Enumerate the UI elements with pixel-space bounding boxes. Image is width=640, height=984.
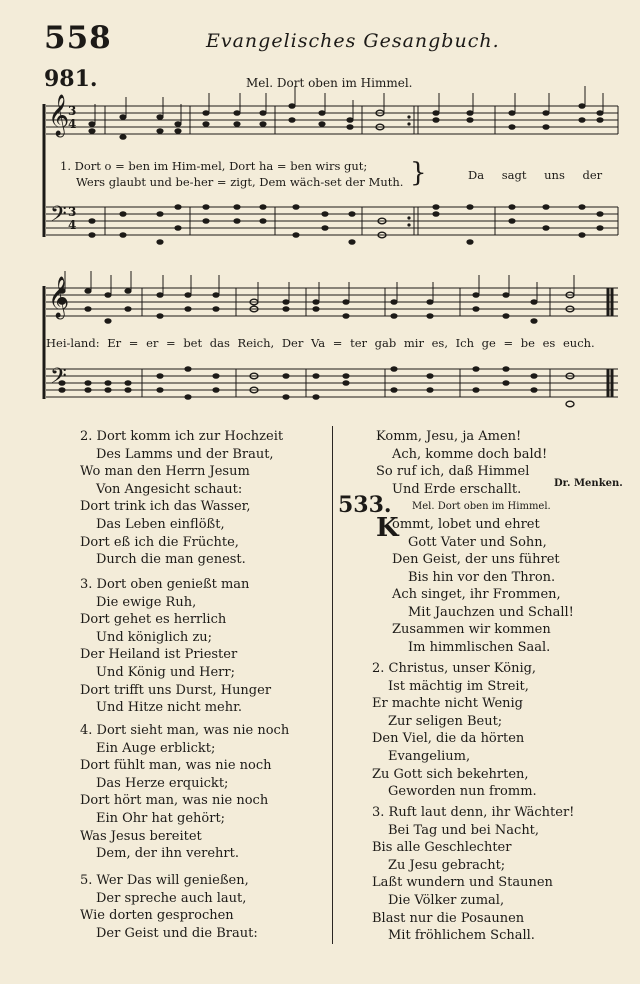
verse-533-1-rest: Den Geist, der uns führet Bis hin vor den Thron. Ach singet, ihr Frommen, Mit Jauchzen und Schall! Zusammen wir kommen Im himmlischen Saal. [392, 552, 574, 655]
lyrics-brace: } [410, 158, 427, 188]
hymn-533-melody: Mel. Dort oben im Himmel. [412, 501, 551, 512]
lyrics-line-3: Hei-land: Er = er = bet das Reich, Der Va = ter gab mir es, Ich ge = be es euch. [46, 336, 595, 350]
lyrics-line-right: Da sagt uns der [468, 168, 603, 182]
drop-cap: K [376, 513, 399, 543]
hymn-981-melody: Mel. Dort oben im Himmel. [246, 76, 413, 90]
verse-533-1: ommt, lobet und ehret Gott Vater und Sohn, [392, 517, 547, 550]
verse-533-2: 2. Christus, unser König, Ist mächtig im Streit, Er machte nicht Wenig Zur seligen Beut; Den Viel, die da hörten Evangelium, Zu Gott sich bekehrten, Geworden nun fromm. [372, 661, 537, 800]
hymn-number-981: 981. [44, 66, 98, 92]
treble-clef-icon: 𝄞 [48, 95, 70, 136]
verse-533-3: 3. Ruft laut denn, ihr Wächter! Bei Tag und bei Nacht, Bis alle Geschlechter Zu Jesu gebracht; Laßt wundern und Staunen Die Völker zumal, Blast nur die Posaunen Mit fröhlichem Schall. [372, 805, 575, 944]
running-title: Evangelisches Gesangbuch. [206, 30, 500, 52]
verse-5-continuation: Komm, Jesu, ja Amen! Ach, komme doch bald! So ruf ich, daß Himmel Und Erde erschallt. [376, 429, 548, 497]
bass-clef-icon: 𝄢 [50, 202, 67, 232]
page-number: 558 [44, 20, 112, 56]
verse-3: 3. Dort oben genießt man Die ewige Ruh, Dort gehet es herrlich Und königlich zu; Der Heiland ist Priester Und König und Herr; Dort trifft uns Durst, Hunger Und Hitze nicht mehr. [80, 577, 272, 716]
bass-clef-icon: 𝄢 [50, 364, 67, 394]
treble-clef-icon: 𝄞 [48, 277, 70, 318]
hymn-number-533: 533. [338, 492, 392, 518]
lyrics-line-1: 1. Dort o = ben im Him-mel, Dort ha = ben wirs gut; [60, 159, 368, 173]
verse-2: 2. Dort komm ich zur Hochzeit Des Lamms und der Braut, Wo man den Herrn Jesum Von Angesicht schaut: Dort trink ich das Wasser, Das Leben einflößt, Dort eß ich die Früchte, Durch die man genest. [80, 429, 284, 568]
time-signature-1: 3 4 [68, 104, 77, 131]
music-score [0, 0, 640, 430]
verse-4: 4. Dort sieht man, was nie noch Ein Auge erblickt; Dort fühlt man, was nie noch Das Herze erquickt; Dort hört man, was nie noch Ein Ohr hat gehört; Was Jesus bereitet Dem, der ihn verehrt. [80, 723, 290, 862]
time-signature-2: 3 4 [68, 205, 77, 232]
author-credit: Dr. Menken. [554, 478, 623, 489]
column-divider [332, 426, 333, 944]
verse-5: 5. Wer Das will genießen, Der spreche auch laut, Wie dorten gesprochen Der Geist und die Braut: [80, 873, 258, 941]
lyrics-line-2: Wers glaubt und be-her = zigt, Dem wäch-set der Muth. [76, 175, 404, 189]
